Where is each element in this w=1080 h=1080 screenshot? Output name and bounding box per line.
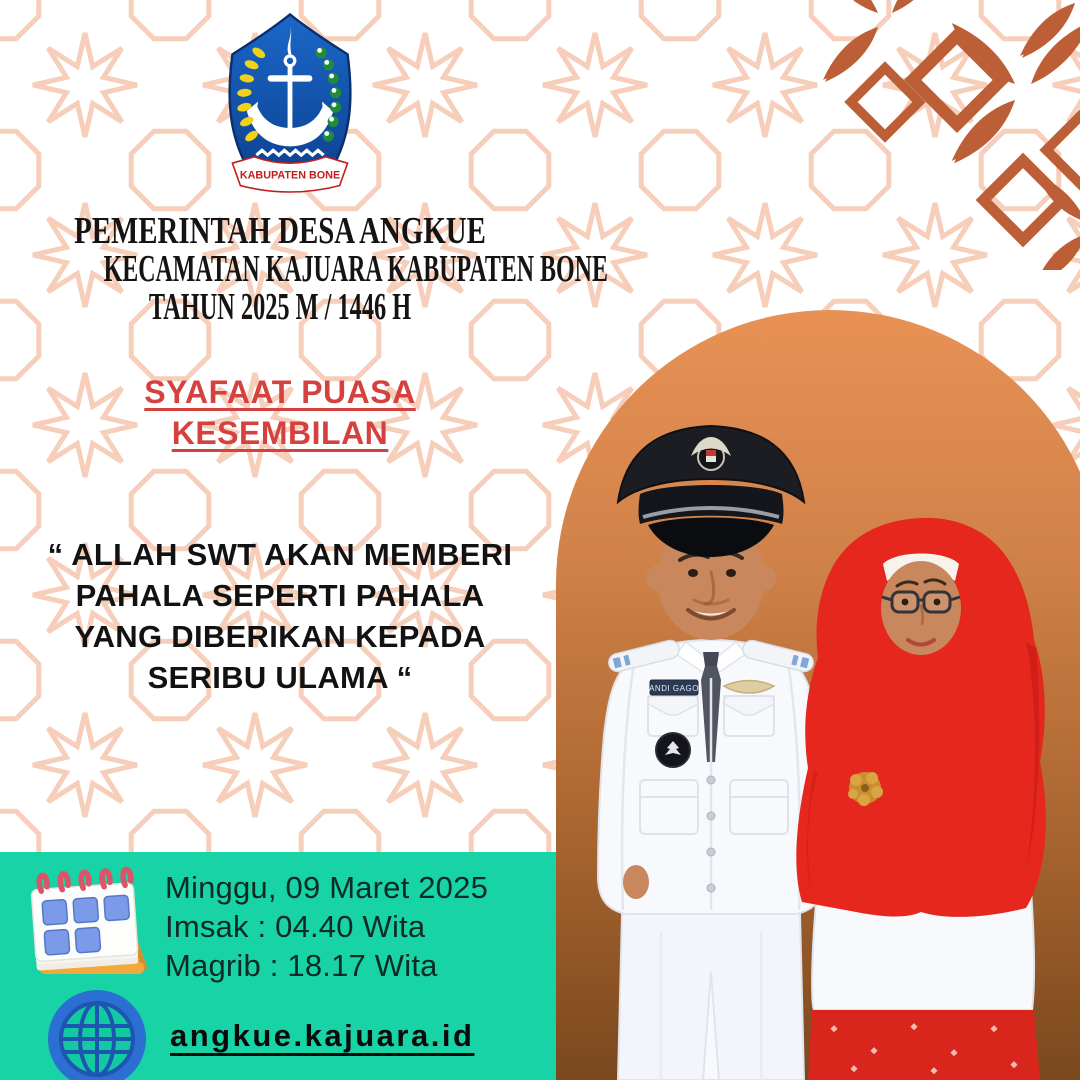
event-title	[0, 372, 560, 454]
gov-title-line2: KECAMATAN KAJUARA KABUPATEN BONE	[103, 248, 608, 290]
schedule-magrib: Magrib : 18.17 Wita	[165, 948, 438, 983]
quote-text: “ ALLAH SWT AKAN MEMBERI PAHALA SEPERTI PAHALA YANG DIBERIKAN KEPADA SERIBU ULAMA “	[47, 537, 513, 695]
schedule-text	[165, 868, 488, 985]
man-figure	[598, 426, 824, 1080]
website-link[interactable]: angkue.kajuara.id	[170, 1018, 475, 1053]
svg-text:ANDI GAGO: ANDI GAGO	[649, 684, 699, 693]
kabupaten-bone-logo	[210, 6, 370, 202]
gov-title-line3: TAHUN 2025 M / 1446 H	[148, 286, 412, 328]
schedule-imsak: Imsak : 04.40 Wita	[165, 909, 426, 944]
schedule-date: Minggu, 09 Maret 2025	[165, 870, 489, 905]
peci-cap	[618, 426, 804, 557]
svg-text:KABUPATEN BONE: KABUPATEN BONE	[239, 169, 341, 182]
event-title-line2: KESEMBILAN	[171, 415, 389, 451]
photo-arch	[556, 310, 1080, 1080]
couple-photo	[556, 310, 1080, 1080]
gov-title	[0, 210, 608, 328]
globe-icon	[46, 988, 148, 1080]
gov-title-line1: PEMERINTAH DESA ANGKUE	[74, 210, 486, 252]
calendar-icon	[22, 858, 154, 984]
name-tag	[649, 680, 699, 695]
woman-figure	[796, 518, 1045, 1080]
event-title-line1: SYAFAAT PUASA	[144, 374, 416, 410]
schedule-band	[0, 852, 556, 1080]
corner-ornament	[780, 0, 1080, 270]
